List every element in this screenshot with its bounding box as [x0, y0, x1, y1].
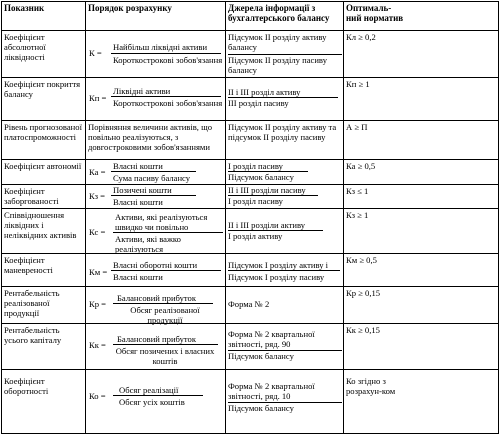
formula-numerator: Власні кошти: [113, 161, 163, 171]
norm-value: Ка ≥ 0,5: [346, 161, 376, 171]
fraction-line: [111, 195, 196, 196]
formula-numerator: Найбільш ліквідні активи: [113, 42, 208, 52]
fraction-line: [113, 232, 223, 233]
source-denominator: І розділ пасиву: [228, 196, 283, 206]
formula-denominator: Обсяг позичених і власних коштів: [115, 346, 215, 366]
formula-numerator: Обсяг реалізації: [119, 385, 179, 395]
ratio-table: [1, 1, 499, 434]
norm-value: Км ≥ 0,5: [346, 255, 377, 265]
fraction-line: [111, 53, 221, 54]
fraction-line: [111, 270, 221, 271]
indicator-name: Коефіцієнт абсолютної ліквідності: [4, 32, 46, 62]
source-numerator: ІІ і ІІІ розділи пасиву: [228, 185, 306, 195]
formula-symbol: Кк =: [89, 340, 106, 350]
fraction-line: [113, 395, 203, 396]
formula-symbol: Кз =: [89, 191, 106, 201]
formula-symbol: Кс =: [89, 227, 106, 237]
procedure-text: Порівняння величини активів, що повільно реалізуються, з довгостроковими зобов'язаннями: [88, 122, 213, 152]
header-indicator: Показник: [4, 3, 45, 13]
formula-numerator: Активи, які реалізуються швидко чи повільно: [115, 212, 208, 232]
source-denominator: Підсумок І розділу пасиву: [228, 272, 325, 282]
fraction-line: [228, 270, 340, 271]
source-denominator: Підсумок балансу: [228, 402, 342, 413]
source-numerator: Форма № 2 квартальної звітності, ряд. 90: [228, 329, 315, 349]
grid-line: [1, 286, 499, 287]
indicator-name: Рівень прогнозованої платоспроможності: [4, 122, 82, 142]
norm-value: Кр ≥ 0,15: [346, 288, 381, 298]
grid-line: [1, 159, 499, 160]
formula-numerator: Власні оборотні кошти: [113, 260, 198, 270]
formula-symbol: Кп =: [89, 93, 107, 103]
grid-line: [1, 433, 499, 434]
formula-denominator: Сума пасиву балансу: [113, 173, 191, 183]
grid-line: [1, 208, 499, 209]
formula-denominator: Обсяг реалізованої продукції: [130, 305, 200, 325]
formula-symbol: Кр =: [89, 299, 107, 309]
source-numerator: Підсумок І розділу активу і: [228, 260, 329, 270]
grid-line: [1, 30, 499, 31]
source-denominator: Підсумок балансу: [228, 172, 294, 182]
indicator-name: Коефіцієнт маневреності: [4, 255, 53, 275]
formula-numerator: Позичені кошти: [113, 185, 172, 195]
grid-line: [1, 323, 499, 324]
norm-value: Кк ≥ 0,15: [346, 325, 380, 335]
grid-line: [1, 253, 499, 254]
source-numerator: ІІ і ІІІ розділ активу: [228, 87, 301, 97]
source-text: Форма № 2: [228, 299, 270, 309]
formula-denominator: Власні кошти: [113, 272, 163, 282]
formula-symbol: К =: [89, 48, 102, 58]
formula-denominator: Власні кошти: [113, 197, 163, 207]
norm-value: Кз ≤ 1: [346, 186, 369, 196]
source-denominator: І розділ активу: [228, 231, 283, 241]
header-procedure: Порядок розрахунку: [88, 3, 172, 13]
formula-symbol: Ко =: [89, 391, 106, 401]
formula-denominator: Обсяг усіх коштів: [119, 397, 185, 407]
norm-value: А ≥ П: [346, 122, 368, 132]
fraction-line: [111, 96, 221, 97]
formula-numerator: Балансовий прибуток: [117, 334, 196, 344]
indicator-name: Коефіцієнт заборгованості: [4, 186, 59, 206]
fraction-line: [113, 303, 213, 304]
grid-line: [1, 120, 499, 121]
norm-value: Кл ≥ 0,2: [346, 32, 376, 42]
norm-value: Ко згідно з розрахун-ком: [346, 376, 396, 396]
grid-line: [1, 369, 499, 370]
formula-symbol: Км =: [89, 267, 108, 277]
fraction-line: [111, 171, 196, 172]
source-denominator: Підсумок балансу: [228, 350, 342, 361]
indicator-name: Коефіцієнт оборотності: [4, 376, 49, 396]
indicator-name: Рентабельність усього капіталу: [4, 325, 62, 345]
source-numerator: Підсумок ІІ розділу активу балансу: [228, 32, 327, 52]
grid-line: [1, 77, 499, 78]
source-numerator: Форма № 2 квартальної звітності, ряд. 10: [228, 381, 315, 401]
source-denominator: ІІІ розділ пасиву: [228, 98, 289, 108]
norm-value: Кз ≥ 1: [346, 210, 369, 220]
source-denominator: Підсумок ІІ розділу пасиву балансу: [228, 54, 342, 75]
formula-symbol: Ка =: [89, 167, 106, 177]
norm-value: Кп ≥ 1: [346, 79, 370, 89]
formula-denominator: Короткострокові зобов'язання: [113, 55, 223, 65]
formula-numerator: Балансовий прибуток: [117, 293, 196, 303]
indicator-name: Рентабельність реалізованої продукції: [4, 288, 60, 318]
fraction-line: [113, 344, 218, 345]
header-sources: Джерела інформації з бухгалтерського балансу: [228, 3, 330, 23]
formula-denominator: Короткострокові зобов'язання: [113, 98, 223, 108]
source-numerator: І розділ пасиву: [228, 161, 283, 171]
indicator-name: Співвідношення ліквідних і неліквідних активів: [4, 210, 77, 240]
indicator-name: Коефіцієнт покриття балансу: [4, 79, 81, 99]
indicator-name: Коефіцієнт автономії: [4, 161, 82, 171]
formula-numerator: Ліквідні активи: [113, 86, 171, 96]
source-numerator: ІІ і ІІІ розділи активу: [228, 220, 306, 230]
grid-line: [1, 1, 499, 2]
header-optimal: Оптималь-ний норматив: [346, 3, 404, 23]
formula-denominator: Активи, які важко реалізуються: [115, 234, 181, 254]
source-text: Підсумок ІІ розділу активу та підсумок ІІ розділу пасиву: [228, 122, 337, 142]
